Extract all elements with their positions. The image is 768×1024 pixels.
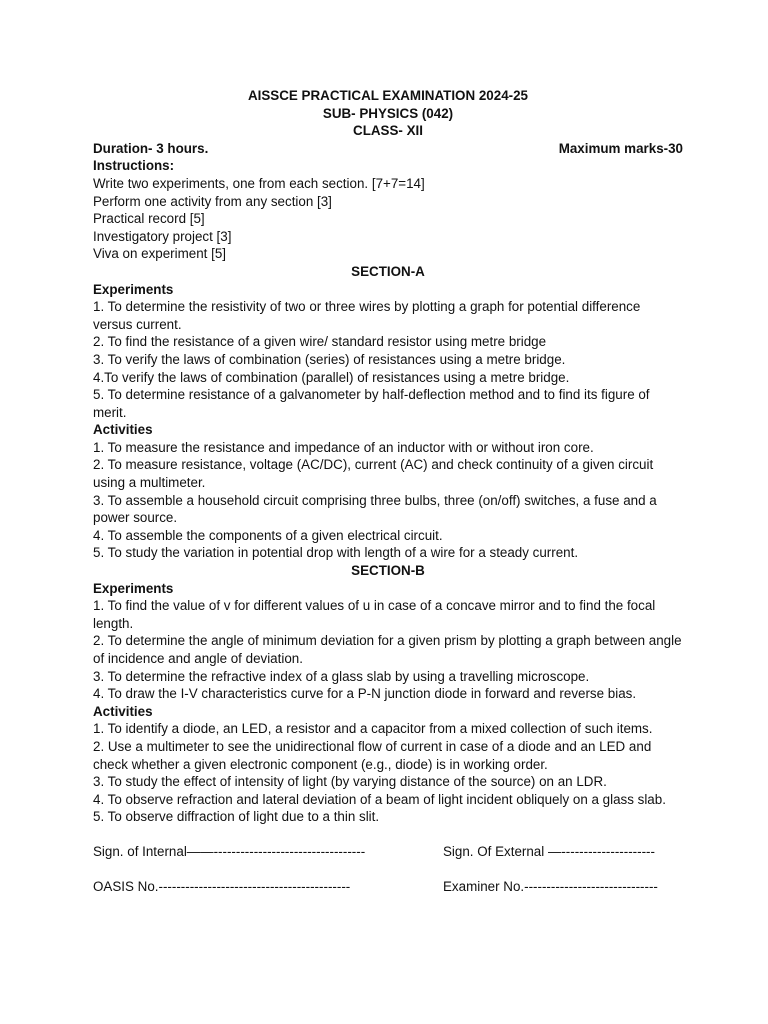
instruction-item: Write two experiments, one from each section. [7+7=14] (93, 175, 425, 191)
exam-title: AISSCE PRACTICAL EXAMINATION 2024-25 (247, 88, 529, 103)
section-a-experiments-heading: Experiments (93, 281, 174, 297)
instructions-heading: Instructions: (93, 158, 175, 174)
section-b-experiments-heading: Experiments (93, 580, 174, 596)
list-item: 4.To verify the laws of combination (parallel) of resistances using a metre bridge. (93, 369, 570, 385)
list-item: 4. To assemble the components of a given electrical circuit. (93, 527, 443, 543)
section-b-activities-list (93, 720, 683, 826)
list-item: 2. To find the resistance of a given wire/ standard resistor using metre bridge (93, 334, 547, 350)
instruction-item: Practical record [5] (93, 211, 205, 227)
oasis-number-line: OASIS No.------------------------------------------- (93, 878, 351, 894)
list-item: 5. To observe diffraction of light due to a thin slit. (93, 809, 380, 825)
list-item: 1. To measure the resistance and impedance of an inductor with or without iron core. (93, 439, 594, 455)
list-item: 3. To determine the refractive index of a glass slab by using a travelling microscope. (93, 668, 590, 684)
signature-row (93, 843, 683, 861)
section-a-heading: SECTION-A (351, 263, 425, 279)
section-b-heading: SECTION-B (351, 563, 425, 579)
instruction-item: Investigatory project [3] (93, 228, 232, 244)
examiner-number-line: Examiner No.------------------------------ (443, 878, 658, 894)
exam-document (93, 87, 683, 895)
number-row (93, 878, 683, 896)
internal-signature-line: Sign. of Internal——---------------------------------- (93, 843, 366, 859)
instruction-item: Viva on experiment [5] (93, 246, 226, 262)
list-item: 2. To measure resistance, voltage (AC/DC), current (AC) and check continuity of a given circuit using a multimeter. (93, 457, 654, 491)
section-b-activities-heading: Activities (93, 703, 153, 719)
class-line: CLASS- XII (353, 123, 423, 139)
list-item: 5. To determine resistance of a galvanometer by half-deflection method and to find its figure of merit. (93, 387, 650, 420)
maximum-marks: Maximum marks-30 (558, 140, 683, 156)
list-item: 2. To determine the angle of minimum deviation for a given prism by plotting a graph between angle of incidence and angle of deviation. (93, 633, 682, 666)
list-item: 1. To find the value of v for different values of u in case of a concave mirror and to find the focal length. (93, 598, 656, 631)
list-item: 3. To verify the laws of combination (series) of resistances using a metre bridge. (93, 351, 566, 367)
subject-line: SUB- PHYSICS (042) (322, 105, 454, 121)
spacer (93, 826, 683, 843)
list-item: 3. To assemble a household circuit comprising three bulbs, three (on/off) switches, a fuse and a power source. (93, 492, 657, 526)
section-b-experiments-list (93, 597, 683, 703)
list-item: 1. To identify a diode, an LED, a resistor and a capacitor from a mixed collection of such items. (93, 721, 653, 737)
duration: Duration- 3 hours. (93, 140, 209, 156)
list-item: 2. Use a multimeter to see the unidirectional flow of current in case of a diode and an LED and check whether a given electronic component (e.g., diode) is in working order. (93, 738, 652, 772)
section-a-activities-list (93, 439, 683, 562)
list-item: 4. To observe refraction and lateral deviation of a beam of light incident obliquely on a glass slab. (93, 791, 666, 807)
duration-marks-row (93, 140, 683, 158)
section-a-experiments-list (93, 298, 683, 421)
list-item: 1. To determine the resistivity of two or three wires by plotting a graph for potential difference versus current. (93, 299, 641, 332)
instruction-item: Perform one activity from any section [3] (93, 193, 332, 209)
list-item: 3. To study the effect of intensity of light (by varying distance of the source) on an LDR. (93, 774, 607, 790)
list-item: 5. To study the variation in potential drop with length of a wire for a steady current. (93, 545, 579, 561)
section-a-activities-heading: Activities (93, 422, 153, 438)
instructions-list (93, 175, 683, 263)
list-item: 4. To draw the I-V characteristics curve for a P-N junction diode in forward and reverse bias. (93, 686, 637, 702)
spacer (93, 861, 683, 878)
external-signature-line: Sign. Of External —--------------------- (443, 843, 655, 859)
